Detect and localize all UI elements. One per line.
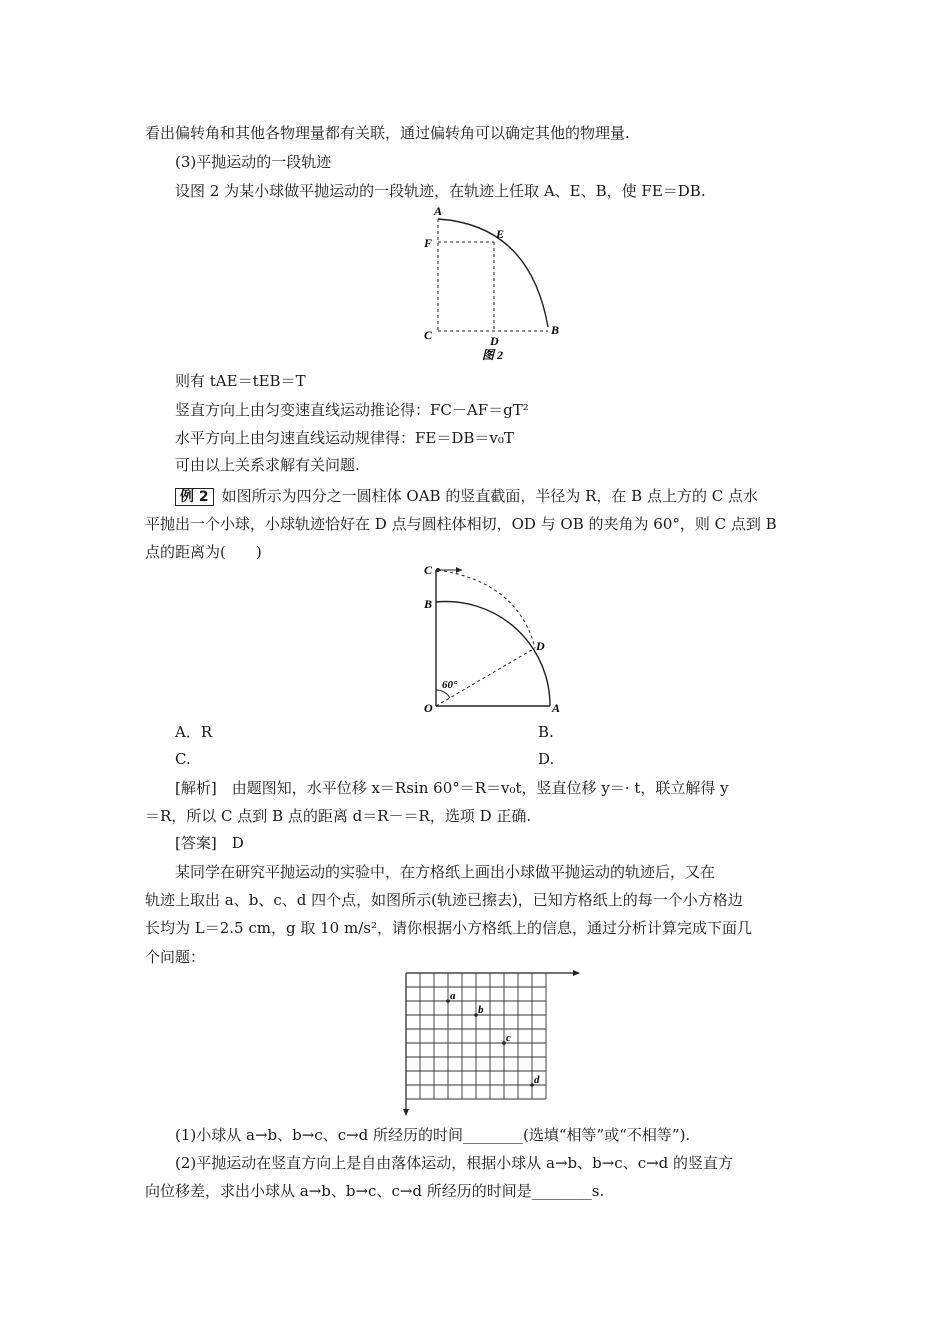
example-2-text: 如图所示为四分之一圆柱体 OAB 的竖直截面，半径为 R，在 B 点上方的 C 点水 <box>221 487 758 505</box>
section-heading-trajectory: (3)平抛运动的一段轨迹 <box>175 153 332 171</box>
option-C[interactable]: C. <box>175 750 191 768</box>
label-D: D <box>536 639 545 653</box>
option-A[interactable]: A．R <box>175 723 213 741</box>
question-line2: 轨迹上取出 a、b、c、d 四个点，如图所示(轨迹已擦去)，已知方格纸上的每一个小方格边 <box>145 891 743 909</box>
figure-quarter-cylinder <box>418 560 568 720</box>
paragraph-time-relation: 则有 tAE＝tEB＝T <box>175 372 306 390</box>
x-axis-arrow <box>573 970 580 976</box>
figure-caption: 图 2 <box>482 348 504 362</box>
label-C: C <box>424 563 433 577</box>
analysis-line1: [解析] 由题图知，水平位移 x＝Rsin 60°＝R＝v₀t，竖直位移 y＝· t，联立解得 y <box>175 779 729 797</box>
question-line4: 个问题： <box>145 948 206 966</box>
answer-line: [答案] D <box>175 834 244 852</box>
label-D: D <box>490 334 499 348</box>
example-badge: 例 2 <box>175 488 214 506</box>
angle-label: 60° <box>442 679 458 691</box>
example-2-line1 <box>175 486 758 506</box>
paragraph-deflection: 看出偏转角和其他各物理量都有关联，通过偏转角可以确定其他的物理量. <box>145 124 630 142</box>
paragraph-setup: 设图 2 为某小球做平抛运动的一段轨迹，在轨迹上任取 A、E、B，使 FE＝DB. <box>175 182 706 200</box>
paragraph-conclusion: 可由以上关系求解有关问题. <box>175 456 360 474</box>
subquestion-2-line2: 向位移差，求出小球从 a→b、b→c、c→d 所经历的时间是________s. <box>145 1182 605 1200</box>
label-d: d <box>534 1074 540 1086</box>
option-D[interactable]: D. <box>538 750 555 768</box>
paragraph-horizontal: 水平方向上由匀速直线运动规律得：FE＝DB＝v₀T <box>175 429 514 447</box>
label-O: O <box>424 701 433 715</box>
question-line1: 某同学在研究平抛运动的实验中，在方格纸上画出小球做平抛运动的轨迹后，又在 <box>175 863 716 881</box>
question-line3: 长均为 L＝2.5 cm，g 取 10 m/s²，请你根据小方格纸上的信息，通过分析计算完成下面几 <box>145 919 752 937</box>
figure-2-trajectory <box>420 205 570 365</box>
subquestion-2-line1: (2)平抛运动在竖直方向上是自由落体运动，根据小球从 a→b、b→c、c→d 的竖直方 <box>175 1154 734 1172</box>
analysis-line2: ＝R，所以 C 点到 B 点的距离 d＝R－＝R，选项 D 正确. <box>145 807 532 825</box>
example-2-line3: 点的距离为( ) <box>145 543 262 561</box>
label-A: A <box>434 205 443 218</box>
label-A: A <box>552 701 561 715</box>
figure-grid-paper <box>398 965 588 1120</box>
label-c: c <box>506 1032 511 1044</box>
paragraph-vertical: 竖直方向上由匀变速直线运动推论得：FC－AF＝gT² <box>175 401 529 419</box>
option-B[interactable]: B. <box>538 723 554 741</box>
label-E: E <box>496 227 505 241</box>
label-a: a <box>450 990 456 1002</box>
label-B: B <box>424 597 433 611</box>
example-2-line2: 平抛出一个小球，小球轨迹恰好在 D 点与圆柱体相切，OD 与 OB 的夹角为 60°，则 C 点到 B <box>145 515 777 533</box>
label-F: F <box>424 236 433 250</box>
label-C: C <box>424 328 433 342</box>
subquestion-1: (1)小球从 a→b、b→c、c→d 所经历的时间________(选填“相等”或“不相等”). <box>175 1126 691 1144</box>
label-b: b <box>478 1004 484 1016</box>
y-axis-arrow <box>403 1109 409 1116</box>
label-B: B <box>551 323 560 337</box>
